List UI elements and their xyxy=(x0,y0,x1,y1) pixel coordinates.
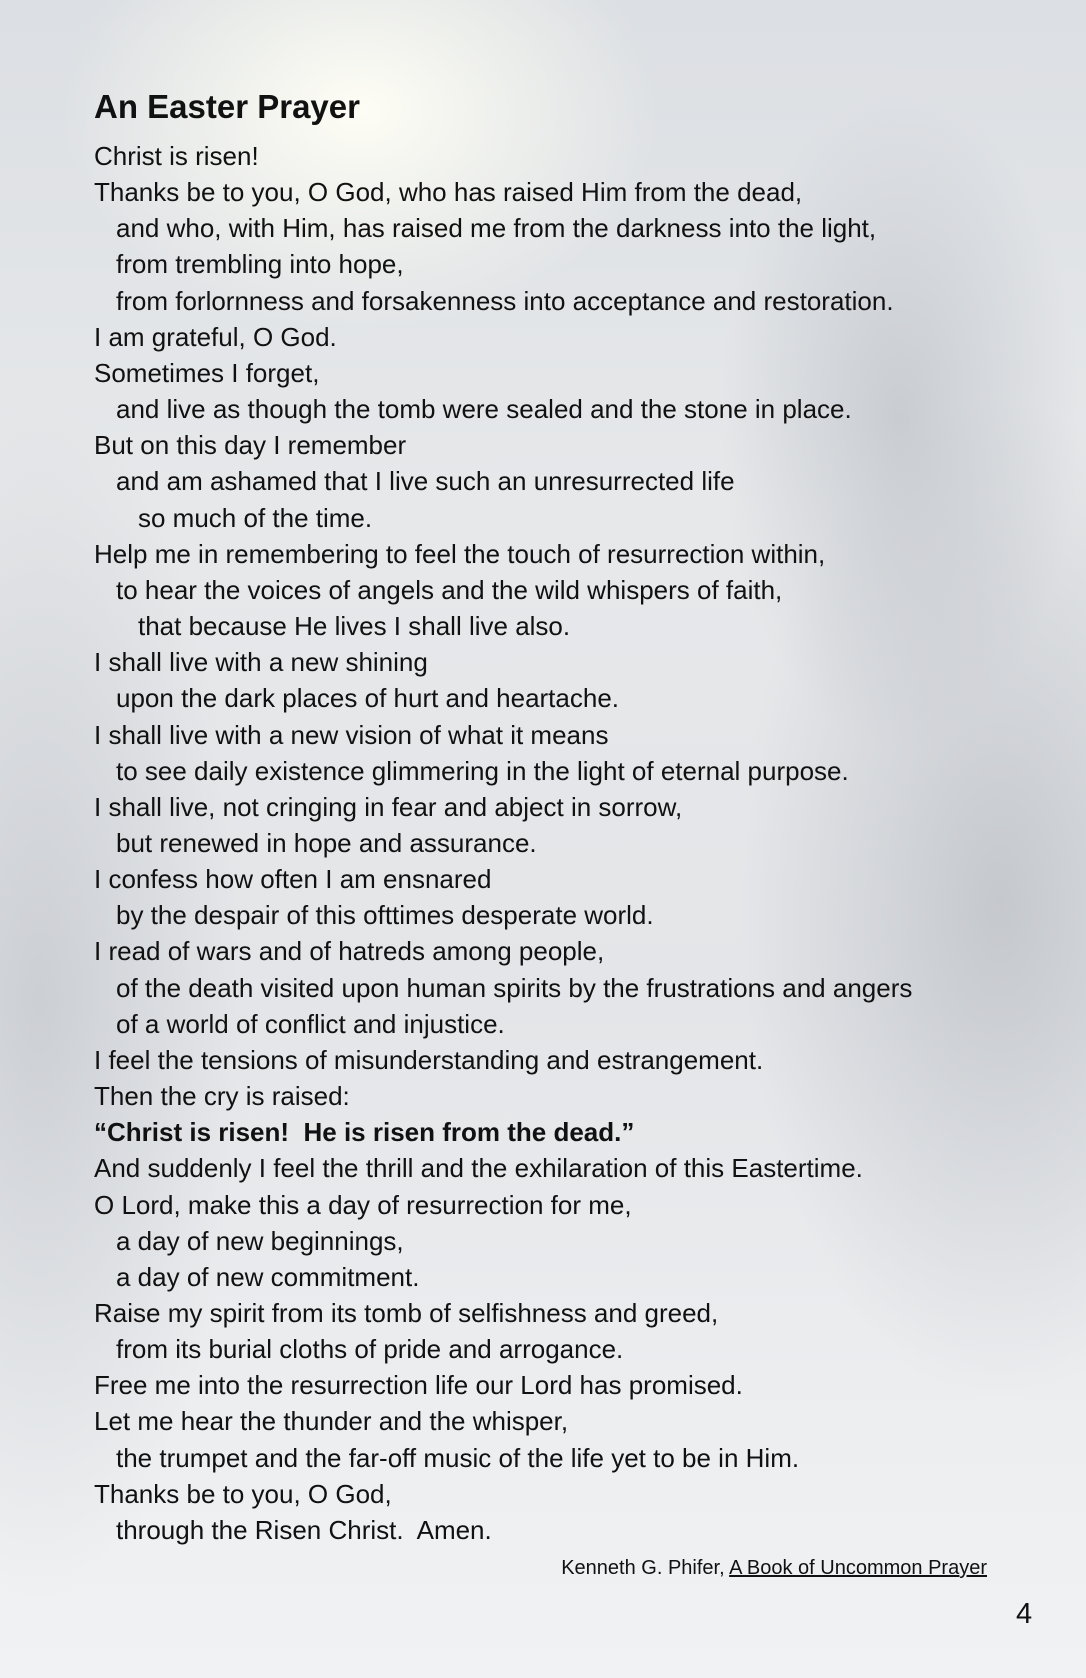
prayer-line: from forlornness and forsakenness into acceptance and restoration. xyxy=(116,285,894,316)
prayer-line: I shall live with a new vision of what it means xyxy=(94,719,609,750)
prayer-line: to hear the voices of angels and the wild whispers of faith, xyxy=(116,574,783,605)
prayer-line: And suddenly I feel the thrill and the exhilaration of this Eastertime. xyxy=(94,1153,863,1184)
prayer-line: of the death visited upon human spirits by the frustrations and angers xyxy=(116,972,913,1003)
page-number: 4 xyxy=(1016,1598,1033,1630)
prayer-line: But on this day I remember xyxy=(94,430,407,461)
prayer-line: I confess how often I am ensnared xyxy=(94,864,492,895)
prayer-line: and am ashamed that I live such an unresurrected life xyxy=(116,466,735,497)
prayer-line: Thanks be to you, O God, xyxy=(94,1478,392,1509)
prayer-line: I shall live with a new shining xyxy=(94,647,428,678)
prayer-line: I am grateful, O God. xyxy=(94,321,337,352)
prayer-line: “Christ is risen! He is risen from the dead.” xyxy=(94,1117,635,1148)
prayer-line: and live as though the tomb were sealed and the stone in place. xyxy=(116,394,852,425)
prayer-title: An Easter Prayer xyxy=(94,88,360,125)
prayer-line: upon the dark places of hurt and heartache. xyxy=(116,683,620,714)
prayer-body xyxy=(94,138,912,1548)
prayer-line: through the Risen Christ. Amen. xyxy=(116,1514,492,1545)
prayer-line: I shall live, not cringing in fear and abject in sorrow, xyxy=(94,791,683,822)
attribution-book-title: A Book of Uncommon Prayer xyxy=(729,1557,987,1579)
prayer-line: of a world of conflict and injustice. xyxy=(116,1008,505,1039)
prayer-line: the trumpet and the far-off music of the life yet to be in Him. xyxy=(116,1442,800,1473)
prayer-line: that because He lives I shall live also. xyxy=(138,611,571,642)
prayer-line: Christ is risen! xyxy=(94,141,259,171)
prayer-line: Raise my spirit from its tomb of selfishness and greed, xyxy=(94,1298,719,1328)
prayer-line: Then the cry is raised: xyxy=(94,1081,350,1112)
prayer-line: Sometimes I forget, xyxy=(94,357,320,388)
prayer-line: by the despair of this ofttimes desperate world. xyxy=(116,900,654,931)
prayer-line: from its burial cloths of pride and arrogance. xyxy=(116,1334,624,1365)
prayer-line: Help me in remembering to feel the touch of resurrection within, xyxy=(94,538,826,569)
prayer-line: I read of wars and of hatreds among people, xyxy=(94,936,605,967)
prayer-line: but renewed in hope and assurance. xyxy=(116,827,537,858)
prayer-line: to see daily existence glimmering in the light of eternal purpose. xyxy=(116,755,849,786)
prayer-line: so much of the time. xyxy=(138,502,373,533)
prayer-line: Free me into the resurrection life our Lord has promised. xyxy=(94,1370,743,1401)
prayer-line: and who, with Him, has raised me from the darkness into the light, xyxy=(116,213,877,244)
prayer-line: from trembling into hope, xyxy=(116,249,404,280)
prayer-line: Let me hear the thunder and the whisper, xyxy=(94,1406,569,1437)
prayer-line: O Lord, make this a day of resurrection for me, xyxy=(94,1189,632,1220)
prayer-line: a day of new commitment. xyxy=(116,1261,420,1292)
attribution-author: Kenneth G. Phifer, xyxy=(561,1557,730,1579)
attribution xyxy=(561,1557,987,1580)
prayer-line: a day of new beginnings, xyxy=(116,1225,404,1256)
prayer-line: Thanks be to you, O God, who has raised Him from the dead, xyxy=(94,177,803,208)
prayer-line: I feel the tensions of misunderstanding and estrangement. xyxy=(94,1044,764,1075)
